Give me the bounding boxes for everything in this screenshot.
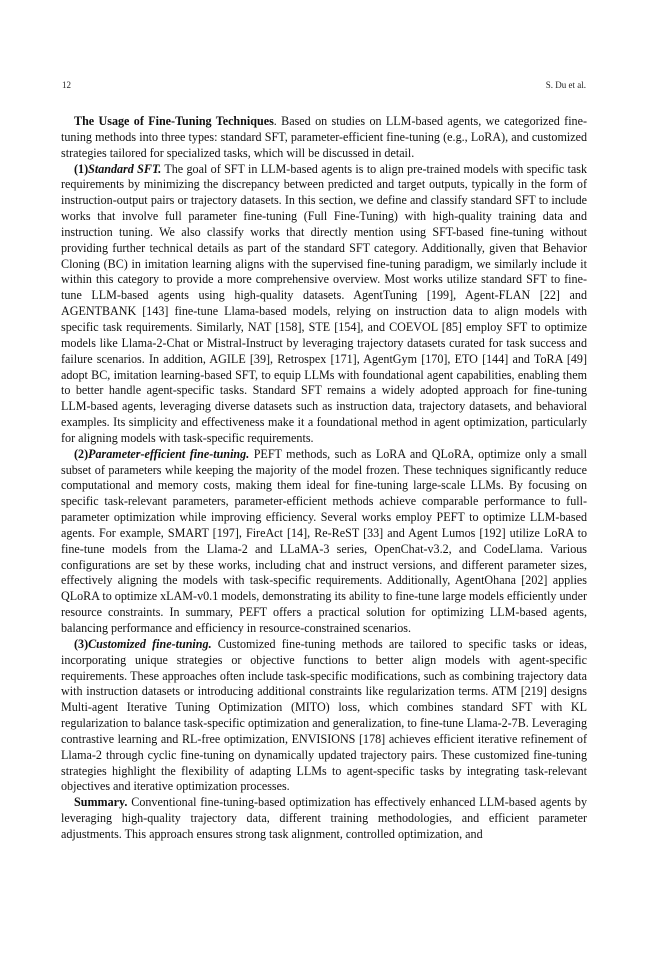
paragraph-heading: Parameter-efficient fine-tuning.: [88, 446, 250, 461]
paragraph-heading: Summary.: [74, 795, 128, 810]
paragraph-text: Customized fine-tuning methods are tailored to specific tasks or ideas, incorporating unique strategies or objective functions to better align models with agent-specific requirements. These approaches often include task-specific modifications, such as combining trajectory data with instruction datasets or introducing additional constraints like regularization terms. ATM [219] designs Multi-agent Iterative Tuning Optimization (MITO) loss, which combines standard SFT with KL regularization to balance task-specific optimization and generalization, to fine-tune Llama-2-7B. Leveraging contrastive learning and RL-free optimization, ENVISIONS [178] achieves efficient iterative refinement of Llama-2 through cyclic fine-tuning on dynamically updated trajectory pairs. These customized fine-tuning strategies highlight the flexibility of adapting LLMs to agent-specific tasks by integrating task-relevant objectives and iterative optimization processes.: [61, 636, 587, 794]
paragraph-number: (1): [74, 161, 89, 176]
paragraph-text: . Based on studies on LLM-based agents, we categorized fine-tuning methods into three types: standard SFT, parameter-efficient fine-tuning (e.g., LoRA), and customized strategies tailored for specialized tasks, which will be discussed in detail.: [61, 114, 587, 160]
body-text: [61, 114, 587, 843]
paragraph-text: The goal of SFT in LLM-based agents is to align pre-trained models with specific task requirements by minimizing the discrepancy between predicted and target outputs, typically in the form of instruction-output pairs or trajectory datasets. In this section, we define and classify standard SFT to include works that involve full parameter fine-tuning (Full Fine-Tuning) with high-quality training data and instruction tuning. We also classify works that directly mention using SFT-based fine-tuning without providing further technical details as part of the standard SFT category. Additionally, given that Behavior Cloning (BC) in imitation learning aligns with the supervised fine-tuning paradigm, we similarly include it within this category to provide a more comprehensive overview. Most works utilize standard SFT to fine-tune LLM-based agents using high-quality datasets. AgentTuning [199], Agent-FLAN [22] and AGENTBANK [143] fine-tune Llama-based models, relying on instruction data to align models with specific task requirements. Similarly, NAT [158], STE [154], and COEVOL [85] employ SFT to optimize models like Llama-2-Chat or Mistral-Instruct by leveraging trajectory datasets curated for task success and failure scenarios. In addition, AGILE [39], Retrospex [171], AgentGym [170], ETO [144] and ToRA [49] adopt BC, imitation learning-based SFT, to equip LLMs with foundational agent capabilities, enabling them to better handle agent-specific tasks. Standard SFT remains a widely adopted approach for fine-tuning LLM-based agents, leveraging diverse datasets such as instruction data, trajectory datasets, and behavioral examples. Its simplicity and effectiveness make it a foundational method in agent optimization, particularly for aligning models with task-specific requirements.: [61, 161, 587, 445]
paragraph-peft: [61, 447, 587, 637]
paragraph-standard-sft: [61, 162, 587, 447]
paragraph-heading: Customized fine-tuning.: [88, 636, 212, 651]
paragraph-text: PEFT methods, such as LoRA and QLoRA, optimize only a small subset of parameters while keeping the majority of the model frozen. These techniques significantly reduce computational and memory costs, making them ideal for fine-tuning large-scale LLMs. By focusing on specific task-relevant parameters, parameter-efficient methods achieve comparable performance to full-parameter optimization while improving efficiency. Several works employ PEFT to optimize LLM-based agents. For example, SMART [197], FireAct [14], Re-ReST [33] and Agent Lumos [192] utilize LoRA to fine-tune models from the Llama-2 and LLaMA-3 series, OpenChat-v3.2, and CodeLlama. Various configurations are set by these works, including chat and instruct versions, and different parameter sizes, effectively aligning the models with task-specific requirements. Additionally, AgentOhana [202] applies QLoRA to optimize xLAM-v0.1 models, demonstrating its ability to fine-tune large models efficiently under resource constraints. In summary, PEFT offers a practical solution for optimizing LLM-based agents, balancing performance and efficiency in resource-constrained scenarios.: [61, 446, 588, 635]
paragraph-number: (3): [74, 636, 89, 651]
paragraph-summary: [61, 795, 587, 843]
paragraph-heading: Standard SFT.: [88, 161, 162, 176]
paragraph-text: Conventional fine-tuning-based optimization has effectively enhanced LLM-based agents by leveraging high-quality trajectory data, different training methodologies, and efficient parameter adjustments. This approach ensures strong task alignment, controlled optimization, and: [61, 795, 587, 841]
paragraph-customized-fine-tuning: [61, 637, 587, 795]
paragraph-fine-tuning-usage: [61, 114, 587, 162]
running-author: S. Du et al.: [545, 80, 586, 90]
page-number: 12: [62, 80, 71, 90]
paragraph-number: (2): [74, 446, 89, 461]
paragraph-heading: The Usage of Fine-Tuning Techniques: [74, 114, 274, 128]
